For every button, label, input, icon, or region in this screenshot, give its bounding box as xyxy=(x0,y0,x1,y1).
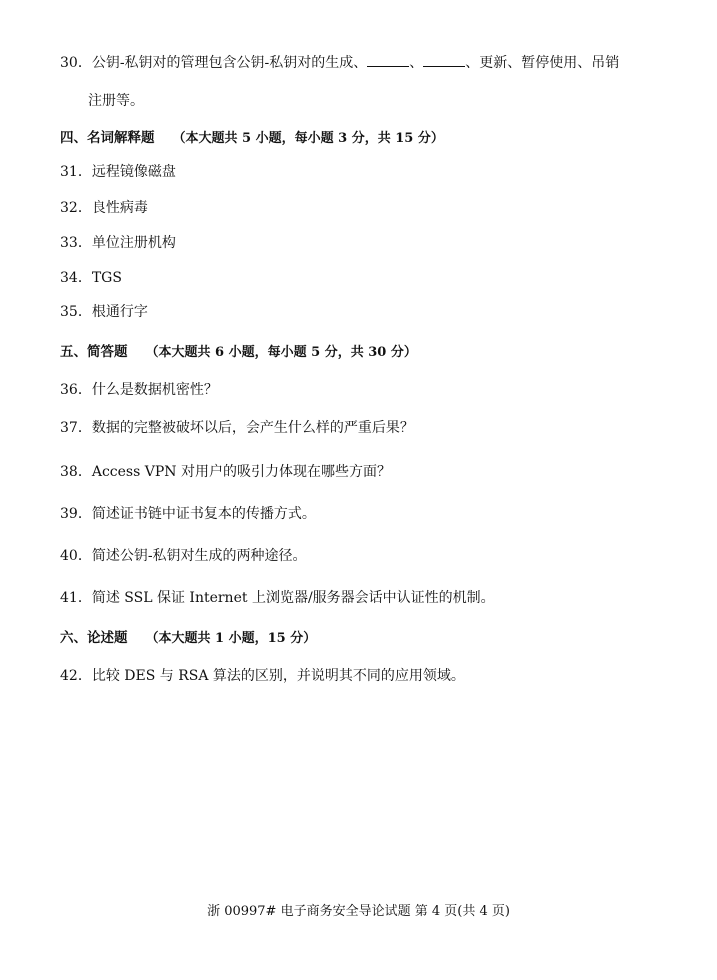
question-text: 简述 SSL 保证 Internet 上浏览器/服务器会话中认证性的机制。 xyxy=(91,590,495,606)
question-number: 30． xyxy=(60,55,92,71)
question-40 xyxy=(60,546,307,566)
question-42 xyxy=(60,666,465,686)
section-title: 六、论述题 xyxy=(60,630,128,646)
question-number: 39． xyxy=(60,506,92,522)
section-note: （本大题共 1 小题，15 分） xyxy=(145,631,317,646)
question-34 xyxy=(60,268,122,288)
page-footer: 浙 00997# 电子商务安全导论试题 第 4 页(共 4 页) xyxy=(207,904,510,919)
question-number: 33． xyxy=(60,235,92,251)
question-text: 、更新、暂停使用、吊销 xyxy=(465,55,620,71)
section-title: 四、名词解释题 xyxy=(60,130,155,146)
question-number: 32． xyxy=(60,200,92,216)
section-note: （本大题共 5 小题，每小题 3 分，共 15 分） xyxy=(172,131,444,146)
question-39 xyxy=(60,504,316,524)
question-32 xyxy=(60,198,148,218)
question-text: 简述公钥-私钥对生成的两种途径。 xyxy=(91,548,307,564)
question-36 xyxy=(60,380,218,400)
section-note: （本大题共 6 小题，每小题 5 分，共 30 分） xyxy=(145,345,417,360)
question-text: TGS xyxy=(91,270,122,286)
answer-blank xyxy=(367,52,409,67)
question-37 xyxy=(60,418,414,438)
question-number: 41． xyxy=(60,590,92,606)
question-number: 38． xyxy=(60,464,92,480)
question-text: 简述证书链中证书复本的传播方式。 xyxy=(91,506,316,522)
question-number: 36． xyxy=(60,382,92,398)
question-41 xyxy=(60,588,495,608)
section-heading xyxy=(60,128,444,149)
section-title: 五、简答题 xyxy=(60,344,128,360)
question-text: Access VPN 对用户的吸引力体现在哪些方面？ xyxy=(91,464,391,480)
answer-blank xyxy=(423,52,465,67)
question-30-continued: 注册等。 xyxy=(88,93,144,109)
question-text: 什么是数据机密性？ xyxy=(91,382,218,398)
question-30 xyxy=(60,52,619,73)
question-number: 42． xyxy=(60,668,92,684)
question-number: 34． xyxy=(60,270,92,286)
question-31 xyxy=(60,162,176,182)
question-text: 公钥-私钥对的管理包含公钥-私钥对的生成、 xyxy=(91,55,368,71)
section-heading xyxy=(60,342,417,363)
question-number: 31． xyxy=(60,164,92,180)
question-33 xyxy=(60,233,176,253)
question-text: 远程镜像磁盘 xyxy=(91,164,176,180)
question-text: 比较 DES 与 RSA 算法的区别，并说明其不同的应用领域。 xyxy=(91,668,465,684)
question-text: 单位注册机构 xyxy=(91,235,176,251)
question-number: 40． xyxy=(60,548,92,564)
question-number: 35． xyxy=(60,304,92,320)
question-text: 数据的完整被破坏以后，会产生什么样的严重后果？ xyxy=(91,420,414,436)
question-text: 根通行字 xyxy=(91,304,148,320)
question-text: 良性病毒 xyxy=(91,200,148,216)
separator: 、 xyxy=(409,55,424,71)
section-heading xyxy=(60,628,316,649)
question-38 xyxy=(60,462,391,482)
question-35 xyxy=(60,302,148,322)
question-number: 37． xyxy=(60,420,92,436)
